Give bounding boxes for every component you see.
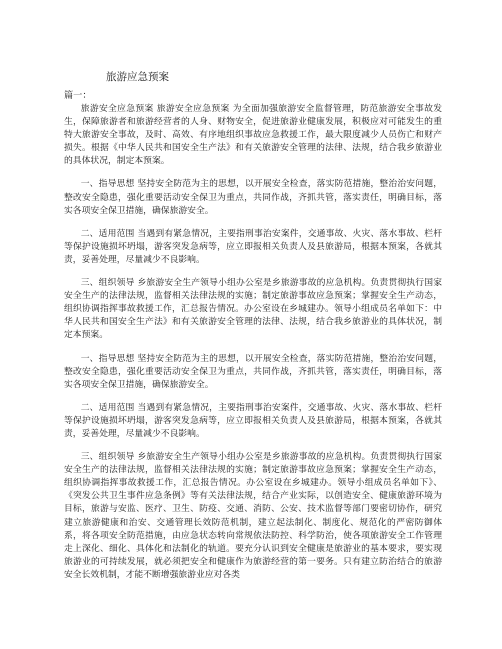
- paragraph-intro: 旅游安全应急预案 旅游安全应急预案 为全面加强旅游安全监督管理，防范旅游安全事故发生，保障旅游者和旅游经营者的人身、财物安全，促进旅游业健康发展，积极应对可能发生的重特大旅游安全事故，及时、高效、有序地组织事故应急救援工作，最大限度减少人员伤亡和财产损失。根据《中华人民共和国安全生产法》和有关旅游安全管理的法律、法规，结合我乡旅游业的具体状况，制定本预案。: [64, 104, 442, 167]
- document-title: 旅游应急预案: [106, 71, 169, 83]
- part-label: 篇一：: [64, 90, 92, 101]
- paragraph-scope-repeat: 二、适用范围 当遇到有紧急情况，主要指刑事治安案件，交通事故、火灾、落水事故、栏杆等保护设施损坏坍塌，游客突发急病等，应立即报相关负责人及县旅游局，根据本预案，各就其责，妥善处理，尽量减少不良影响。: [64, 402, 442, 439]
- paragraph-guiding-principle: 一、指导思想 坚持安全防范为主的思想，以开展安全检查，落实防范措施，整治治安问题，整改安全隐患，强化重要活动安全保卫为重点，共同作战，齐抓共管，落实责任，明确目标，落实各项安全保卫措施，确保旅游安全。: [64, 179, 442, 216]
- paragraph-scope: 二、适用范围 当遇到有紧急情况，主要指刑事治安案件，交通事故、火灾、落水事故、栏杆等保护设施损坏坍塌，游客突发急病等，应立即报相关负责人及县旅游局，根据本预案，各就其责，妥善处理，尽量减少不良影响。: [64, 228, 442, 265]
- paragraph-organization-extended: 三、组织领导 乡旅游安全生产领导小组办公室是乡旅游事故的应急机构。负责贯彻执行国家安全生产的法律法规，监督相关法律法规的实施；制定旅游事故应急预案；掌握安全生产动态，组织协调指挥事故救援工作，汇总报告情况。办公室设在乡城建办。领导小组成员名单如下》、《突发公共卫生事件应急条例》等有关法律法规，结合产业实际，以创造安全、健康旅游环境为目标，旅游与安监、医疗、卫生、防疫、交通、消防、公安、技术监督等部门要密切协作，研究建立旅游健康和治安、交通管理长效防范机制，建立起法制化、制度化、规范化的严密防御体系，将各项安全防范措施，由应急状态转向常规依法防控、科学防治，使各项旅游安全工作管理走上深化、细化、具体化和法制化的轨道。要充分认识到安全健康是旅游业的基本要求，要实现旅游业的可持续发展，就必须把安全和健康作为旅游经营的第一要务。只有建立防治结合的旅游安全长效机制，才能不断增强旅游业应对各类: [64, 452, 442, 580]
- paragraph-guiding-principle-repeat: 一、指导思想 坚持安全防范为主的思想，以开展安全检查，落实防范措施，整治治安问题，整改安全隐患，强化重要活动安全保卫为重点，共同作战，齐抓共管，落实责任，明确目标，落实各项安全保卫措施，确保旅游安全。: [64, 353, 442, 390]
- document-body: [64, 103, 442, 592]
- paragraph-organization: 三、组织领导 乡旅游安全生产领导小组办公室是乡旅游事故的应急机构。负责贯彻执行国家安全生产的法律法规，监督相关法律法规的实施；制定旅游事故应急预案；掌握安全生产动态，组织协调指挥事故救援工作，汇总报告情况。办公室设在乡城建办。领导小组成员名单如下：中华人民共和国安全生产法》和有关旅游安全管理的法律、法规，结合我乡旅游业的具体状况，制定本预案。: [64, 278, 442, 341]
